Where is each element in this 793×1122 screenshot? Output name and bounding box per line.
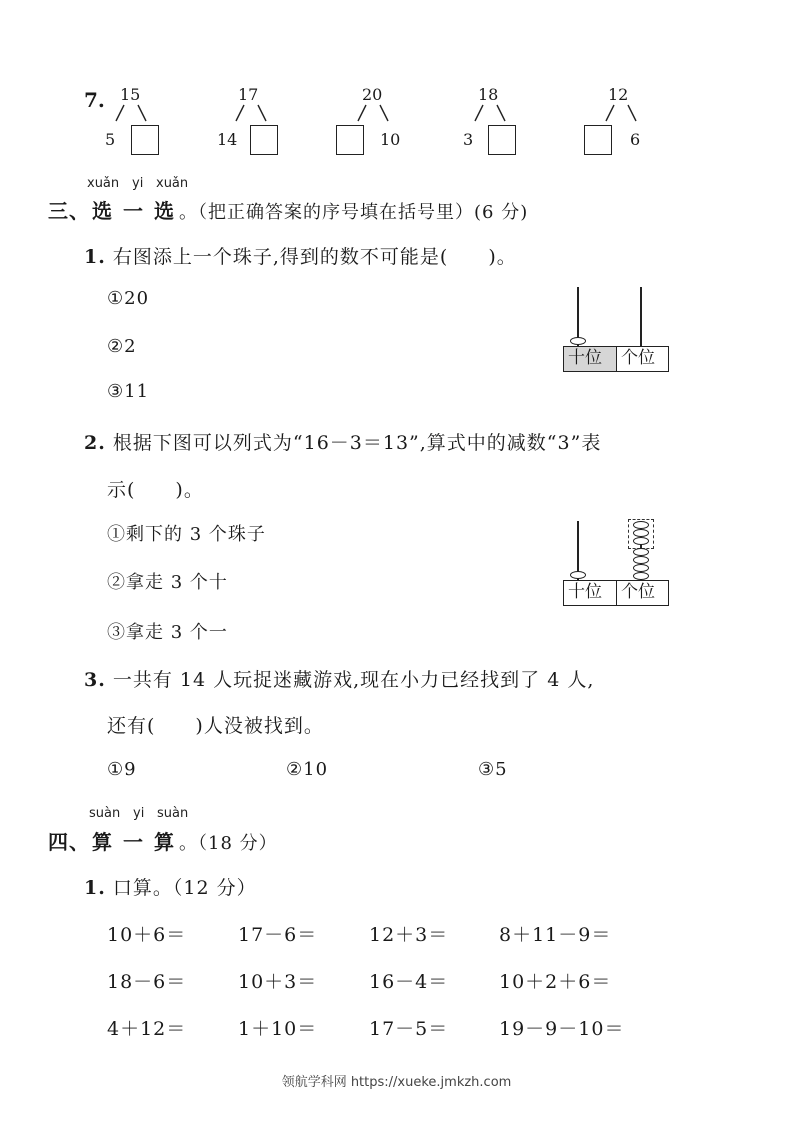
decomp-top: 20 (362, 85, 383, 104)
option[interactable]: ②拿走 3 个十 (107, 572, 228, 593)
subsection-oral-calc (84, 873, 257, 900)
calc-item[interactable]: 10＋6＝ (107, 924, 187, 946)
answer-box[interactable] (584, 125, 612, 155)
decomp-lines (108, 103, 160, 125)
decomp-lines (598, 103, 650, 125)
option[interactable]: ③拿走 3 个一 (107, 622, 228, 643)
ones-place-label: 个位 (617, 347, 668, 371)
section3-title-char: 选 (154, 199, 175, 223)
section3-instruction: 。（把正确答案的序号填在括号里）(6 分) (179, 202, 529, 223)
bead (570, 337, 586, 345)
decomp-left: 5 (105, 130, 116, 149)
question-text-cont: 还有( )人没被找到。 (107, 715, 324, 737)
decomp-right: 6 (630, 130, 641, 149)
calc-item[interactable]: 19－9－10＝ (499, 1018, 625, 1040)
question-number: 2. (84, 432, 106, 454)
section4-title-char: 一 (123, 830, 144, 854)
ones-place-label: 个位 (617, 581, 668, 605)
footer-watermark: 领航学科网 https://xueke.jmkzh.com (281, 1075, 512, 1090)
removed-bead (633, 521, 649, 529)
decomp-top: 15 (120, 85, 141, 104)
answer-box[interactable] (336, 125, 364, 155)
question-number: 1. (84, 877, 106, 899)
bead (570, 571, 586, 579)
option[interactable]: ③11 (107, 381, 150, 402)
calc-item[interactable]: 18－6＝ (107, 971, 187, 993)
subsection-title: 口算。（12 分） (112, 877, 257, 899)
decomp-top: 17 (238, 85, 259, 104)
decomp-lines (350, 103, 402, 125)
answer-box[interactable] (250, 125, 278, 155)
decomp-top: 12 (608, 85, 629, 104)
calc-item[interactable]: 1＋10＝ (238, 1018, 318, 1040)
section3-pinyin-2: yi (132, 176, 144, 191)
section4-title-char: 算 (154, 830, 175, 854)
question-text: 根据下图可以列式为“16－3＝13”,算式中的减数“3”表 (112, 432, 602, 454)
calc-item[interactable]: 17－5＝ (369, 1018, 449, 1040)
option[interactable]: ①剩下的 3 个珠子 (107, 524, 266, 545)
removed-bead (633, 529, 649, 537)
section4-prefix: 四、 (48, 830, 90, 854)
place-value-base (563, 580, 669, 606)
option[interactable]: ①20 (107, 288, 150, 309)
option[interactable]: ②2 (107, 336, 137, 357)
question-number: 1. (84, 246, 106, 268)
bead (633, 556, 649, 564)
question-3 (84, 665, 594, 692)
place-value-base (563, 346, 669, 372)
option[interactable]: ③5 (478, 759, 508, 780)
question-text-cont: 示( )。 (107, 479, 204, 501)
ones-rod (640, 287, 642, 347)
section4-points: 。（18 分） (179, 833, 278, 854)
q7-label: 7. (84, 88, 105, 112)
question-2 (84, 428, 601, 455)
section3-title-char: 选 (92, 199, 113, 223)
calc-item[interactable]: 10＋3＝ (238, 971, 318, 993)
question-text: 一共有 14 人玩捉迷藏游戏,现在小力已经找到了 4 人, (112, 669, 595, 691)
section4-pinyin-2: yi (133, 806, 145, 821)
section3-title-char: 一 (123, 199, 144, 223)
section4-title-char: 算 (92, 830, 113, 854)
question-text: 右图添上一个珠子,得到的数不可能是( )。 (112, 246, 517, 268)
removed-bead (633, 537, 649, 545)
decomp-lines (467, 103, 519, 125)
decomp-left: 14 (217, 130, 238, 149)
decomp-left: 3 (463, 130, 474, 149)
section3-prefix: 三、 (48, 199, 90, 223)
bead (633, 572, 649, 580)
bead (633, 548, 649, 556)
option[interactable]: ②10 (286, 759, 329, 780)
answer-box[interactable] (131, 125, 159, 155)
bead (633, 564, 649, 572)
question-1 (84, 242, 517, 269)
calc-item[interactable]: 4＋12＝ (107, 1018, 187, 1040)
section3-pinyin-3: xuǎn (156, 176, 189, 191)
calc-item[interactable]: 12＋3＝ (369, 924, 449, 946)
tens-place-label: 十位 (564, 347, 617, 371)
decomp-lines (228, 103, 280, 125)
calc-item[interactable]: 8＋11－9＝ (499, 924, 612, 946)
option[interactable]: ①9 (107, 759, 137, 780)
calc-item[interactable]: 10＋2＋6＝ (499, 971, 612, 993)
decomp-top: 18 (478, 85, 499, 104)
question-number: 3. (84, 669, 106, 691)
section4-pinyin-3: suàn (157, 806, 189, 821)
answer-box[interactable] (488, 125, 516, 155)
calc-item[interactable]: 16－4＝ (369, 971, 449, 993)
decomp-right: 10 (380, 130, 401, 149)
section4-heading (48, 826, 278, 855)
calc-item[interactable]: 17－6＝ (238, 924, 318, 946)
tens-place-label: 十位 (564, 581, 617, 605)
section3-pinyin-1: xuǎn (87, 176, 120, 191)
section4-pinyin-1: suàn (89, 806, 121, 821)
section3-heading (48, 195, 528, 224)
